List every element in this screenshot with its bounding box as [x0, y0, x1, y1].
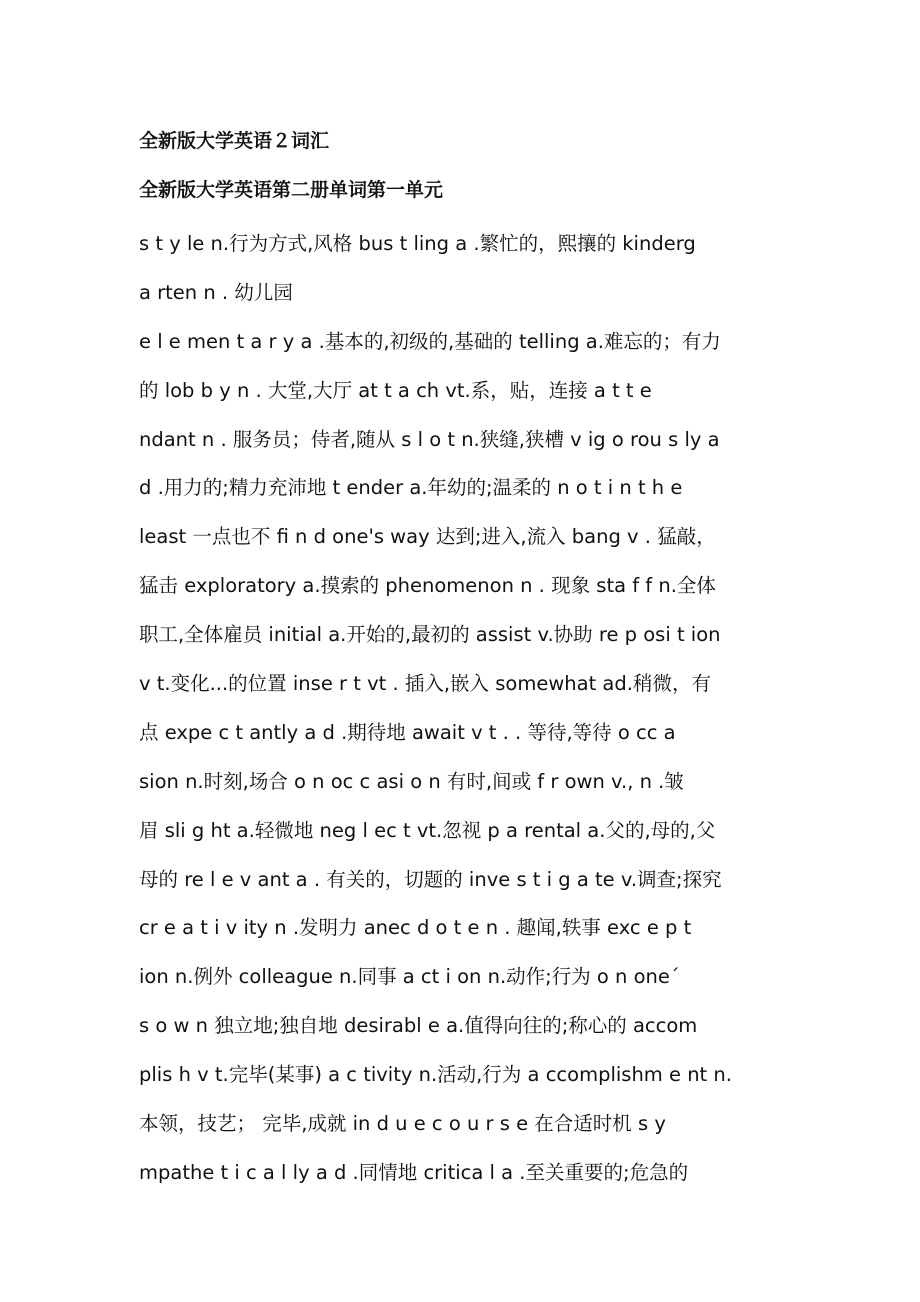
text-line: 眉 sli g ht a.轻微地 neg l ec t vt.忽视 p a rental a.父的,母的,父 — [139, 818, 716, 842]
text-line: least 一点也不 fi n d one's way 达到;进入,流入 bang v . 猛敲， — [139, 525, 716, 549]
text-line: ndant n . 服务员；侍者,随从 s l o t n.狭缝,狭槽 v ig o rou s ly a — [139, 427, 720, 451]
text-line: mpathe t i c a l ly a d .同情地 critica l a .至关重要的;危急的 — [139, 1160, 689, 1184]
text-line: v t.变化...的位置 inse r t vt . 插入,嵌入 somewhat ad.稍微，有 — [139, 672, 711, 696]
text-line: 的 lob b y n . 大堂,大厅 at t a ch vt.系，贴，连接 a t t e — [139, 378, 652, 402]
text-line: d .用力的;精力充沛地 t ender a.年幼的;温柔的 n o t i n t h e — [139, 476, 683, 500]
text-line: s o w n 独立地;独自地 desirabl e a.值得向往的;称心的 accom — [139, 1014, 698, 1038]
vocabulary-text — [139, 220, 799, 1198]
text-line: 猛击 exploratory a.摸索的 phenomenon n . 现象 sta f f n.全体 — [139, 574, 716, 598]
text-line: 职工,全体雇员 initial a.开始的,最初的 assist v.协助 re p osi t ion — [139, 623, 721, 647]
text-line: 本领，技艺； 完毕,成就 in d u e c o u r s e 在合适时机 s y — [139, 1112, 666, 1136]
document-title: 全新版大学英语２词汇 — [139, 130, 330, 152]
text-line: 点 expe c t antly a d .期待地 await v t . . 等待,等待 o cc a — [139, 720, 676, 744]
text-line: s t y le n.行为方式,风格 bus t ling a .繁忙的，熙攘的 kinderg — [139, 232, 696, 255]
text-line: ion n.例外 colleague n.同事 a ct i on n.动作;行为 o n one´ — [139, 965, 680, 989]
text-line: sion n.时刻,场合 o n oc c asi o n 有时,间或 f r own v., n .皱 — [139, 769, 684, 793]
text-line: cr e a t i v ity n .发明力 anec d o t e n . 趣闻,轶事 exc e p t — [139, 916, 692, 940]
section-heading: 全新版大学英语第二册单词第一单元 — [139, 179, 444, 201]
text-line: a rten n . 幼儿园 — [139, 280, 293, 304]
text-line: e l e men t a r y a .基本的,初级的,基础的 telling a.难忘的；有力 — [139, 329, 721, 353]
text-line: 母的 re l e v ant a . 有关的，切题的 inve s t i g a te v.调查;探究 — [139, 867, 722, 891]
text-line: plis h v t.完毕(某事) a c tivity n.活动,行为 a ccomplishm e nt n. — [139, 1063, 732, 1087]
